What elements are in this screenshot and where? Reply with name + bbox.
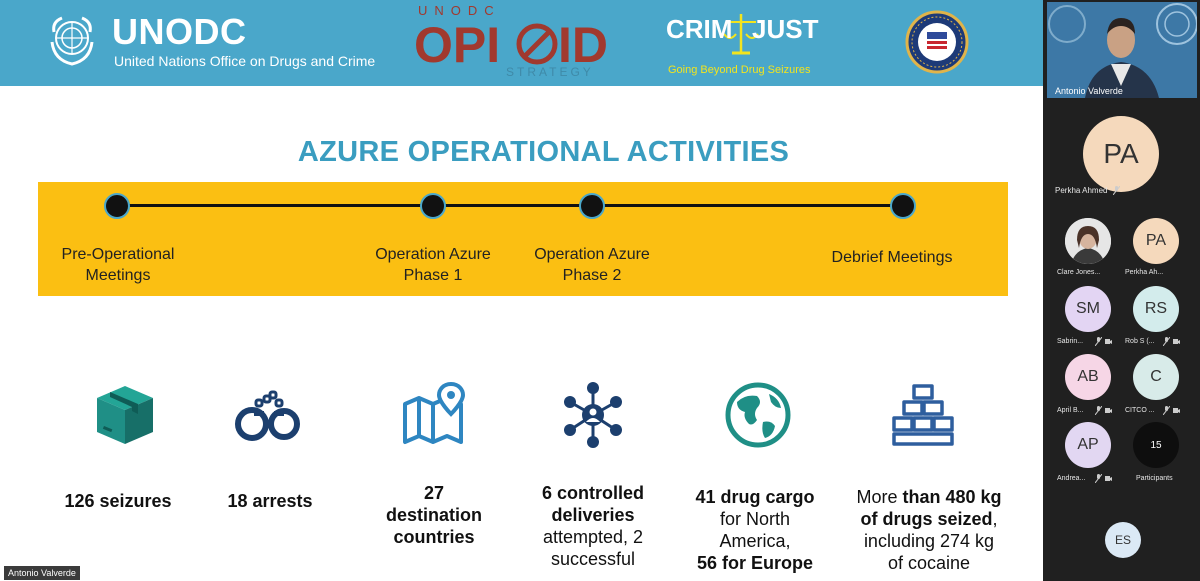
crimjust-word-right: JUST: [752, 14, 819, 44]
timeline-label: Operation Azure Phase 2: [534, 246, 650, 284]
opioid-word-left: OPI: [414, 17, 501, 68]
participants-label: Participants: [1136, 475, 1173, 482]
timeline-label: Pre-Operational Meetings: [61, 246, 175, 284]
crimjust-tagline: Going Beyond Drug Seizures: [668, 64, 811, 76]
timeline-dot: [579, 193, 605, 219]
package-box-icon: [90, 380, 160, 450]
muted-mic-icon: [1113, 186, 1120, 195]
slide-banner: [0, 0, 1043, 86]
participant-name: April B...: [1057, 407, 1084, 414]
video-off-icon: [1105, 337, 1112, 346]
un-emblem-icon: [44, 12, 100, 68]
presenter-name-tag: Antonio Valverde: [4, 566, 80, 580]
muted-mic-icon: [1095, 406, 1102, 415]
muted-mic-icon: [1163, 337, 1170, 346]
timeline-label: Operation Azure Phase 1: [375, 246, 491, 284]
timeline-dot: [104, 193, 130, 219]
crimjust-word-left: CRIM: [666, 14, 733, 44]
map-pin-icon: [399, 380, 469, 450]
avatar-initials[interactable]: PA: [1133, 218, 1179, 264]
timeline-label: Debrief Meetings: [831, 249, 953, 266]
opioid-word-right: ID: [558, 17, 608, 68]
stat-arrests: 18 arrests: [227, 491, 313, 511]
active-speaker-video[interactable]: [1047, 2, 1197, 98]
stat-controlled-deliveries: 6 controlled deliveries attempted, 2 successful: [541, 483, 644, 569]
opioid-strategy-logo: [414, 16, 609, 68]
video-off-icon: [1173, 406, 1180, 415]
self-avatar[interactable]: ES: [1105, 522, 1141, 558]
video-off-icon: [1105, 406, 1112, 415]
stat-drugs-seized: More than 480 kg of drugs seized, including 274 kg of cocaine: [856, 487, 1002, 573]
participant-name: Andrea...: [1057, 475, 1086, 482]
timeline-dot: [890, 193, 916, 219]
org-name: UNODC: [112, 11, 247, 52]
featured-participant-name: Perkha Ahmed: [1055, 186, 1108, 195]
speaker-video-frame: [1047, 2, 1197, 98]
muted-mic-icon: [1095, 474, 1102, 483]
participant-name: Clare Jones...: [1057, 269, 1101, 276]
muted-mic-icon: [1163, 406, 1170, 415]
agency-seal-icon: [905, 10, 969, 74]
speaker-name: Antonio Valverde: [1055, 86, 1123, 96]
participant-name: Rob S (...: [1125, 338, 1155, 345]
participant-name: Perkha Ah...: [1125, 269, 1164, 276]
prohibition-icon: [519, 26, 555, 62]
opioid-logo-bottom: STRATEGY: [506, 65, 594, 79]
org-full-name: United Nations Office on Drugs and Crime: [114, 53, 376, 69]
participant-name: Sabrin...: [1057, 338, 1084, 345]
globe-icon: [723, 380, 793, 450]
muted-mic-icon: [1095, 337, 1102, 346]
timeline-dot: [420, 193, 446, 219]
handcuffs-icon: [232, 380, 302, 450]
avatar-initials[interactable]: AB: [1065, 354, 1111, 400]
stat-drug-cargo: 41 drug cargo for North America, 56 for Europe: [695, 487, 815, 573]
avatar-initials[interactable]: C: [1133, 354, 1179, 400]
slide-title: AZURE OPERATIONAL ACTIVITIES: [297, 136, 790, 168]
participants-panel: [1043, 0, 1200, 581]
avatar-initials[interactable]: AP: [1065, 422, 1111, 468]
stat-destination-countries: 27 destination countries: [385, 483, 482, 547]
opioid-logo-top: UNODC: [418, 3, 501, 18]
video-off-icon: [1173, 337, 1180, 346]
user-photo-icon: [1065, 218, 1111, 264]
stacked-bricks-icon: [888, 380, 958, 450]
video-off-icon: [1105, 474, 1112, 483]
avatar-featured[interactable]: PA: [1083, 116, 1159, 192]
participant-name: CITCO ...: [1125, 407, 1155, 414]
more-participants-button[interactable]: 15: [1133, 422, 1179, 468]
avatar-photo[interactable]: [1065, 218, 1111, 264]
timeline-line: [118, 204, 903, 207]
stat-seizures: 126 seizures: [64, 491, 172, 511]
avatar-initials[interactable]: SM: [1065, 286, 1111, 332]
network-nodes-icon: [558, 380, 628, 450]
avatar-initials[interactable]: RS: [1133, 286, 1179, 332]
timeline-band: [38, 182, 1008, 296]
